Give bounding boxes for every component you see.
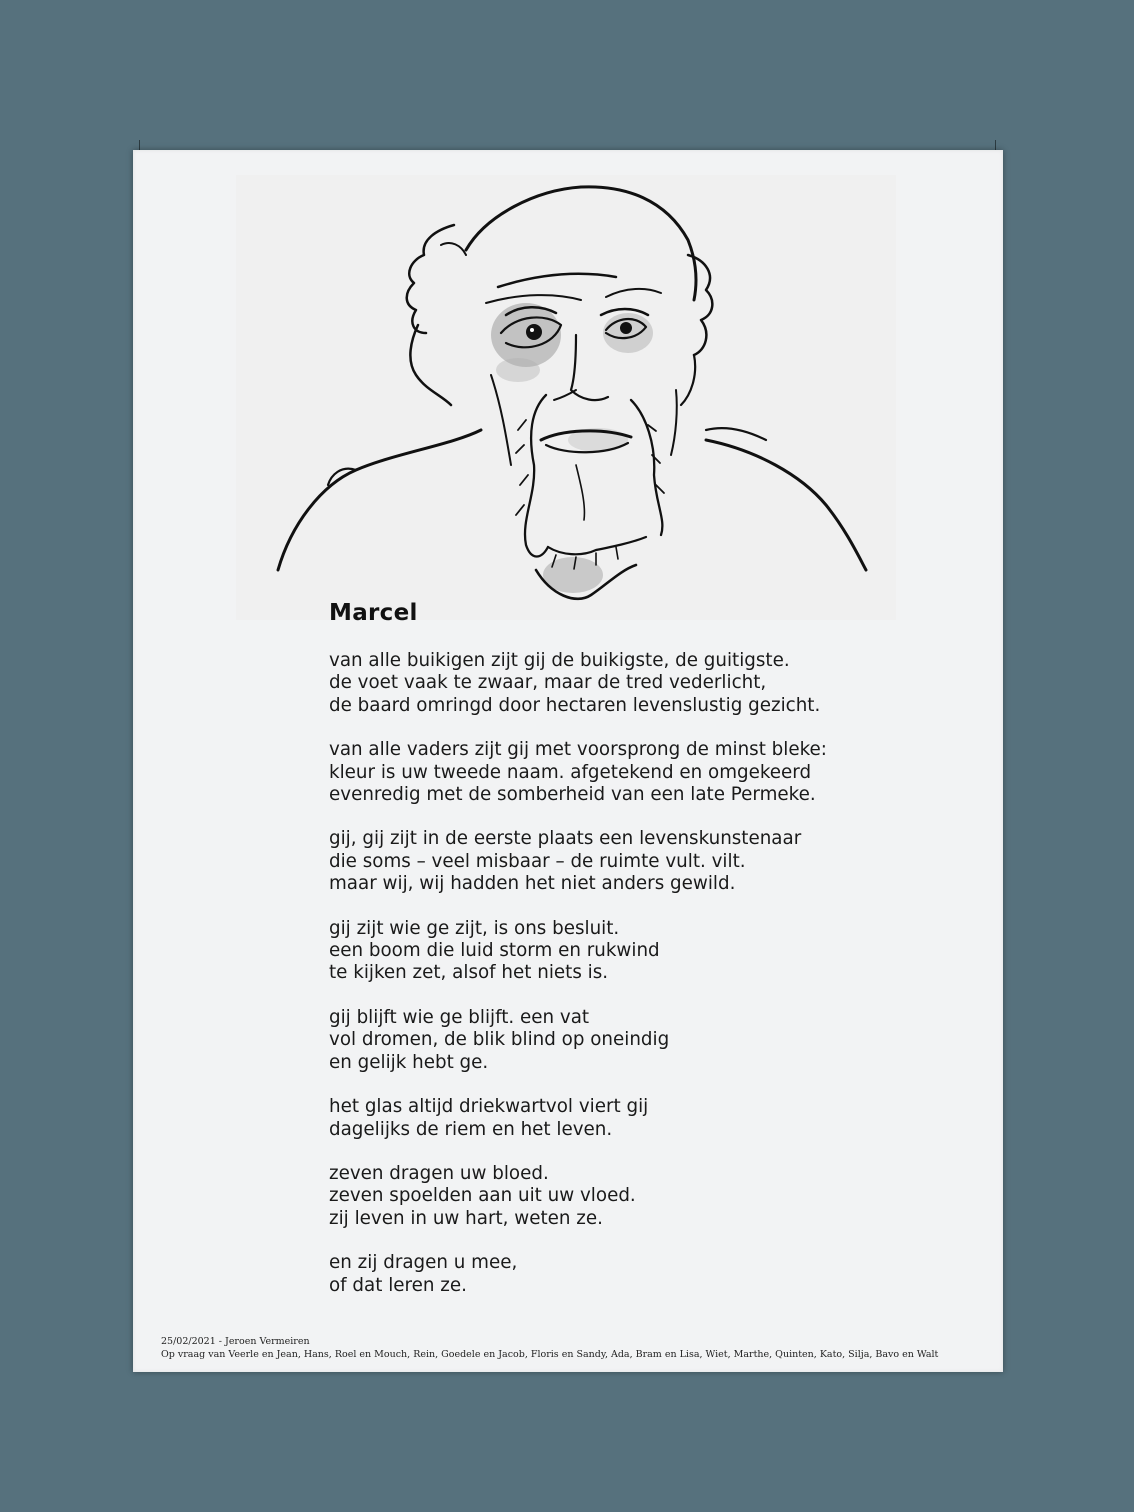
poster-frame (133, 150, 1003, 1372)
poem-line: die soms – veel misbaar – de ruimte vult. vilt. (329, 850, 746, 872)
credits-date-author: 25/02/2021 - Jeroen Vermeiren (161, 1336, 310, 1347)
portrait-drawing (236, 175, 896, 620)
stanza (329, 739, 969, 806)
poem-line: of dat leren ze. (329, 1274, 467, 1296)
stanza (329, 1007, 969, 1074)
poem-line: de baard omringd door hectaren levenslustig gezicht. (329, 694, 821, 716)
poem-line: van alle buikigen zijt gij de buikigste, de guitigste. (329, 650, 790, 671)
poem-line: gij blijft wie ge blijft. een vat (329, 1006, 590, 1028)
stanza (329, 828, 969, 895)
stanza (329, 1096, 969, 1141)
credits-dedication: Op vraag van Veerle en Jean, Hans, Roel en Mouch, Rein, Goedele en Jacob, Floris en Sandy, Ada, Bram en Lisa, Wiet, Marthe, Quinten, Kato, Silja, Bavo en Walt (161, 1349, 939, 1360)
poem-line: en zij dragen u mee, (329, 1252, 518, 1274)
poem-line: het glas altijd driekwartvol viert gij (329, 1096, 649, 1118)
poem-line: de voet vaak te zwaar, maar de tred vederlicht, (329, 672, 767, 694)
poem-line: evenredig met de somberheid van een late Permeke. (329, 784, 816, 806)
poem-body (329, 650, 969, 1319)
poem-line: zeven dragen uw bloed. (329, 1162, 549, 1184)
poem-line: en gelijk hebt ge. (329, 1051, 489, 1073)
poem-line: te kijken zet, alsof het niets is. (329, 962, 609, 984)
stanza (329, 1163, 969, 1230)
poem-line: van alle vaders zijt gij met voorsprong de minst bleke: (329, 739, 827, 761)
poem-line: gij zijt wie ge zijt, is ons besluit. (329, 917, 620, 939)
poem-line: kleur is uw tweede naam. afgetekend en omgekeerd (329, 761, 812, 783)
stanza (329, 918, 969, 985)
poem-line: dagelijks de riem en het leven. (329, 1118, 613, 1140)
stanza (329, 650, 969, 717)
poem-title: Marcel (329, 600, 418, 626)
poem-line: zeven spoelden aan uit uw vloed. (329, 1185, 636, 1207)
portrait-icon (236, 175, 896, 620)
poem-line: vol dromen, de blik blind op oneindig (329, 1029, 670, 1051)
poem-line: zij leven in uw hart, weten ze. (329, 1207, 603, 1229)
stanza (329, 1252, 969, 1297)
poem-line: maar wij, wij hadden het niet anders gewild. (329, 873, 736, 895)
credits (161, 1335, 938, 1361)
poem-line: gij, gij zijt in de eerste plaats een levenskunstenaar (329, 828, 802, 850)
poem-line: een boom die luid storm en rukwind (329, 940, 660, 962)
